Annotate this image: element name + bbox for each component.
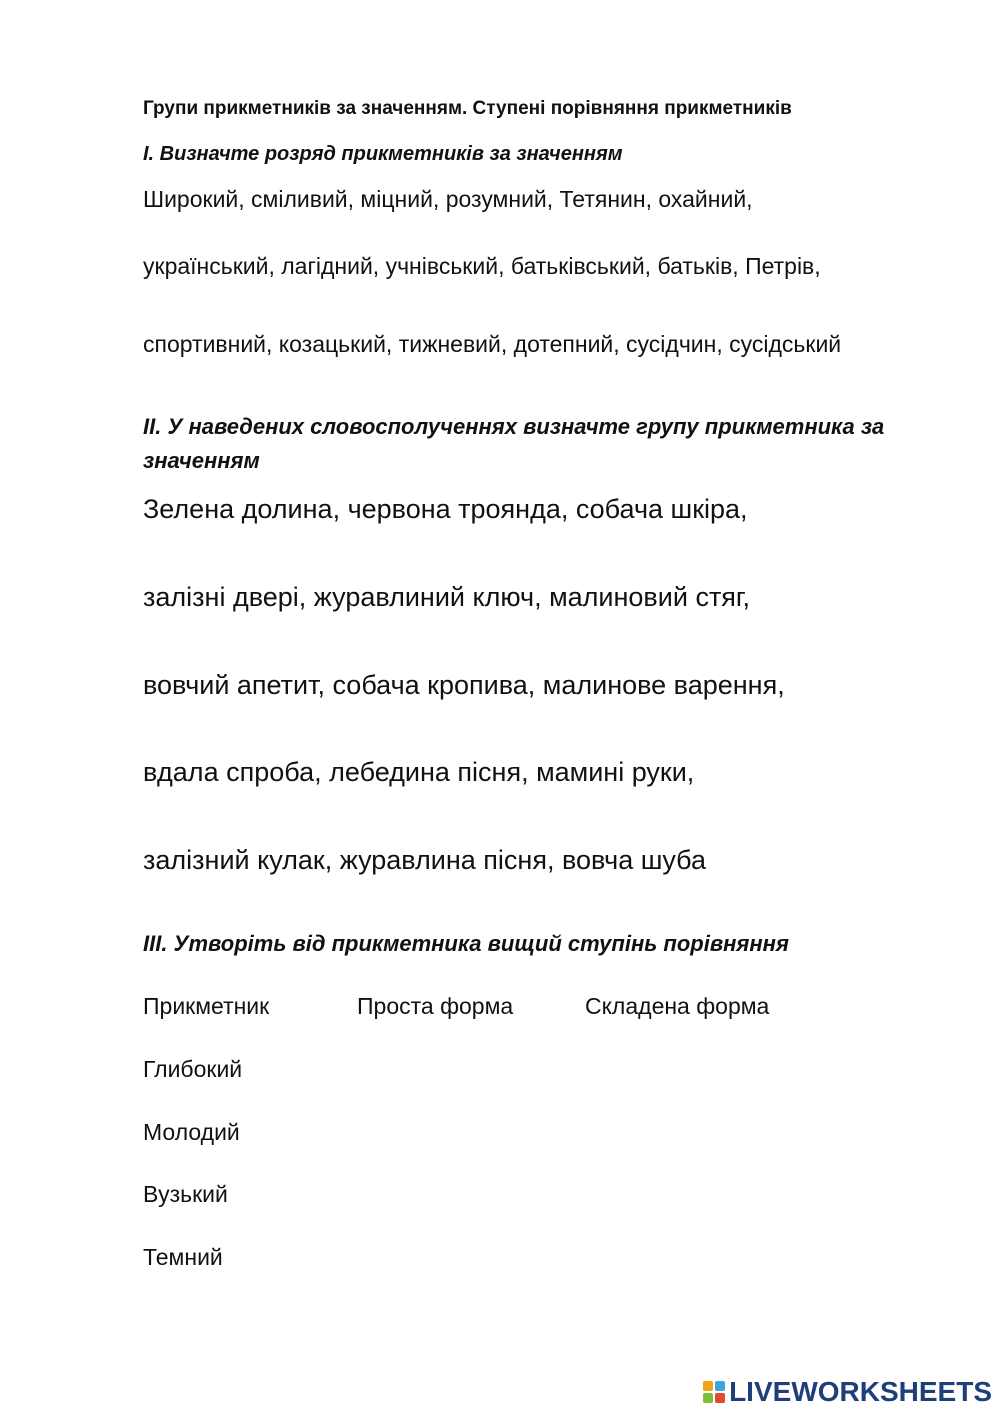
section-1-line: український, лагідний, учнівський, батьківський, батьків, Петрів, [143,253,821,279]
table-row-adjective: Вузький [143,1181,228,1207]
section-2-line: вовчий апетит, собача кропива, малинове варення, [143,670,785,700]
liveworksheets-logo-icon [703,1381,725,1403]
section-2-line: вдала спроба, лебедина пісня, мамині руки, [143,757,695,787]
section-1-line: спортивний, козацький, тижневий, дотепний, сусідчин, сусідський [143,331,842,357]
table-row-adjective: Темний [143,1244,223,1270]
section-1-line: Широкий, сміливий, міцний, розумний, Тетянин, охайний, [143,186,753,212]
section-3-heading: ІІІ. Утворіть від прикметника вищий ступінь порівняння [143,931,789,956]
section-1-heading: І. Визначте розряд прикметників за значенням [143,143,623,165]
liveworksheets-brand: LIVEWORKSHEETS [729,1376,992,1407]
page-title: Групи прикметників за значенням. Ступені порівняння прикметників [143,98,792,119]
table-row-adjective: Глибокий [143,1056,243,1082]
section-2-line: Зелена долина, червона троянда, собача шкіра, [143,494,748,524]
section-2-line: залізні двері, журавлиний ключ, малиновий стяг, [143,582,750,612]
column-header-adjective: Прикметник [143,993,270,1019]
section-2-heading: ІІ. У наведених словосполученнях визначте групу прикметника за значенням [143,414,885,473]
table-row-adjective: Молодий [143,1119,240,1145]
column-header-simple-form: Проста форма [357,993,514,1019]
liveworksheets-watermark [703,1376,992,1408]
column-header-compound-form: Складена форма [585,993,770,1019]
section-2-line: залізний кулак, журавлина пісня, вовча шуба [143,845,707,875]
